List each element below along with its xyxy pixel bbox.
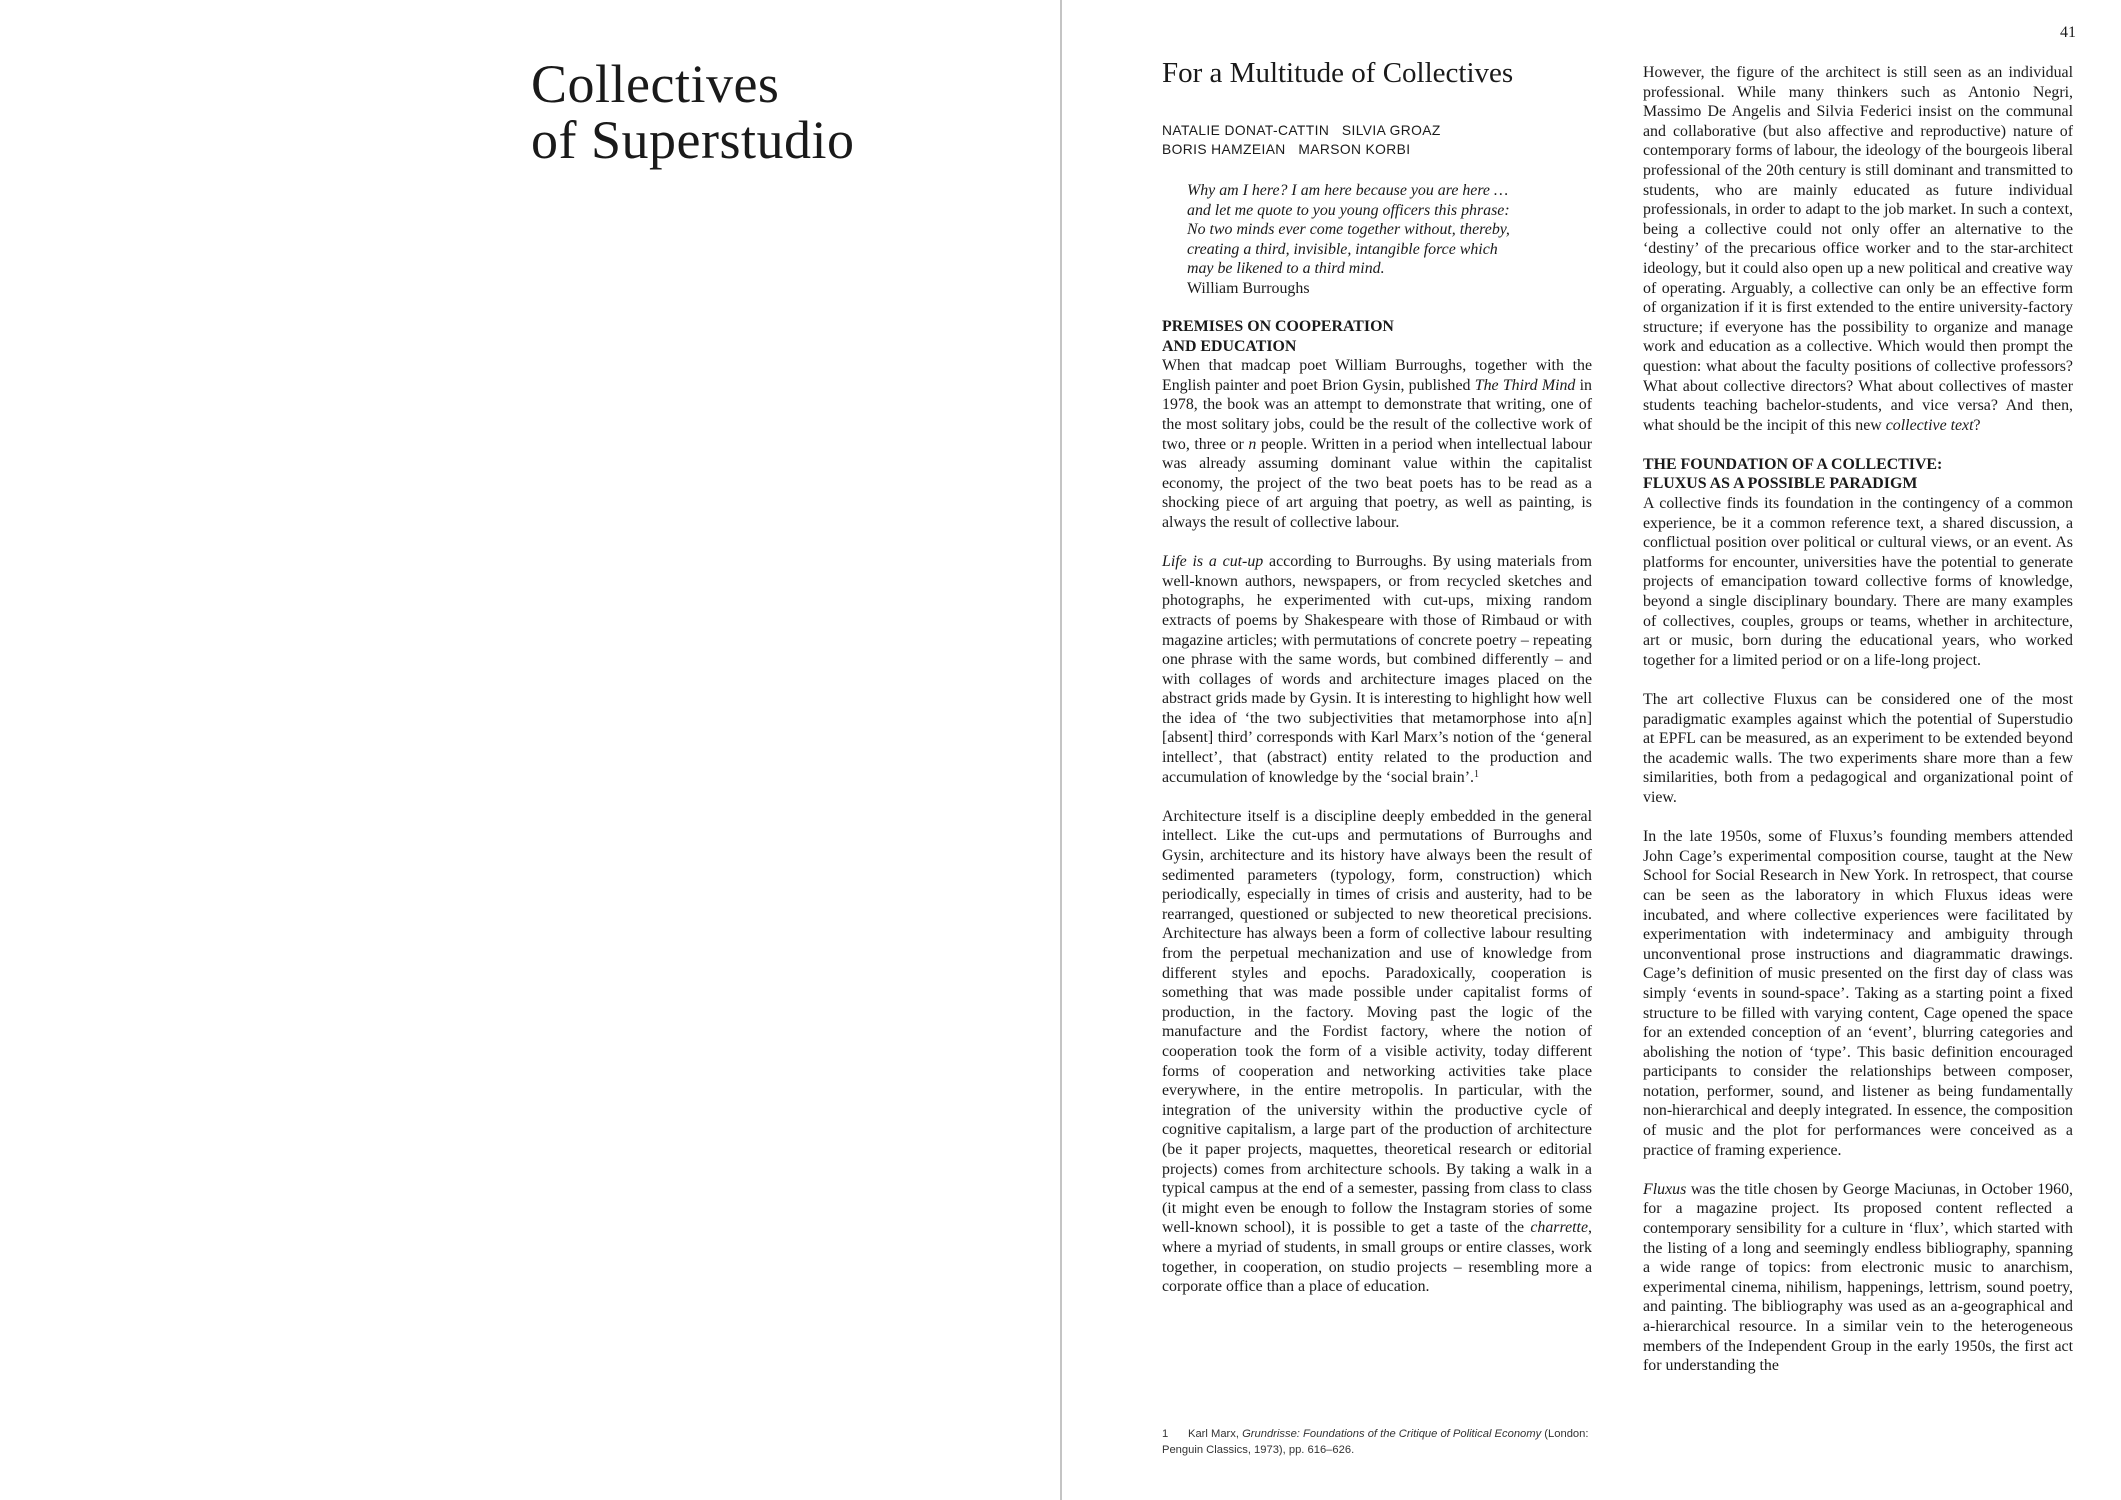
italic-n: n: [1248, 435, 1257, 453]
heading-line: FLUXUS AS A POSSIBLE PARADIGM: [1643, 475, 1918, 493]
paragraph: In the late 1950s, some of Fluxus’s founding members attended John Cage’s experimental composition course, taught at the New School for Social Research in New York. In retrospect, that course can be seen as the laboratory in which Fluxus ideas were incubated, and where collective experiences were facilitated by experimentation with indeterminacy and ambiguity through unconventional prose instructions and diagrammatic drawings. Cage’s definition of music presented on the first day of class was simply ‘events in sound-space’. Taking as a starting point a fixed structure to be filled with varying content, Cage opened the space for an extended conception of an ‘event’, blurring categories and abolishing the notion of ‘type’. This basic definition encouraged participants to consider the relationships between composer, notation, performer, sound, and listener as being fundamentally non-hierarchical and deeply integrated. In essence, the composition of music and the plot for performances were conceived as a practice of framing experience.: [1643, 828, 2073, 1159]
paragraph: [1162, 552, 1592, 787]
heading-line: PREMISES ON COOPERATION: [1162, 318, 1394, 335]
paragraph: [1643, 63, 2073, 435]
paragraph: [1162, 807, 1592, 1297]
epigraph-attribution: William Burroughs: [1187, 279, 1310, 297]
footnote-number: 1: [1162, 1428, 1169, 1440]
text-run: Architecture itself is a discipline deeply embedded in the general intellect. Like the cut-ups and permutations of Burroughs and Gysin, architecture and its history have always been the result of sedimented parameters (typology, form, construction) which periodically, especially in times of crisis and austerity, had to be rearranged, questioned or subjected to new theoretical precisions. Architecture has always been a form of collective labour resulting from the perpetual mechanization and use of knowledge from different styles and epochs. Paradoxically, cooperation is something that was made possible under capitalist forms of production, in the factory. Moving past the logic of the manufacture and the Fordist factory, where the notion of cooperation took the form of a visible activity, today different forms of cooperation and networking activities take place everywhere, in the entire metropolis. In particular, with the integration of the university within the productive cycle of cognitive capitalism, a large part of the production of architecture (be it paper projects, maquettes, theoretical research or editorial projects) comes from architecture schools. By taking a walk in a typical campus at the end of a semester, passing from class to class (it might even be enough to follow the Instagram stories of some well-known school), it is possible to get a taste of the: [1162, 807, 1592, 1237]
book-title-italic: The Third Mind: [1474, 376, 1576, 394]
heading-line: AND EDUCATION: [1162, 337, 1297, 355]
italic-phrase: collective text: [1885, 416, 1974, 434]
italic-word: Fluxus: [1643, 1180, 1687, 1198]
author-line: NATALIE DONAT-CATTIN SILVIA GROAZ: [1162, 123, 1441, 138]
paragraph: A collective finds its foundation in the contingency of a common experience, be it a common reference text, a shared discussion, a conflictual position over political or cultural views, or an event. As platforms for encounter, universities have the potential to generate projects of emancipation toward collective forms of knowledge, beyond a single disciplinary boundary. There are many examples of collectives, couples, groups or teams, whether in architecture, art or music, born during the educational years, who worked together for a limited period or on a life-long project.: [1643, 495, 2073, 669]
text-run: ?: [1973, 416, 1981, 434]
epigraph-line: may be likened to a third mind.: [1187, 260, 1385, 278]
footnote: [1162, 1427, 1592, 1458]
text-run: (London: Penguin Classics, 1973), pp. 616–626.: [1162, 1428, 1589, 1456]
epigraph-line: creating a third, invisible, intangible force which: [1187, 240, 1498, 258]
text-run: according to Burroughs. By using materials from well-known authors, newspapers, or from recycled sketches and photographs, he experimented with cut-ups, mixing random extracts of poems by Shakespeare with those of Rimbaud or with magazine articles; with permutations of concrete poetry – repeating one phrase with the same words, but combined differently – and with collages of words and architecture images placed on the abstract grids made by Gysin. It is interesting to highlight how well the idea of ‘the two subjectivities that metamorphose into a[n] [absent] third’ corresponds with Karl Marx’s notion of the ‘general intellect’, that (abstract) entity related to the production and accumulation of knowledge by the ‘social brain’.: [1162, 553, 1592, 786]
epigraph: [1187, 181, 1587, 299]
left-title-line: of Superstudio: [531, 110, 855, 170]
text-run: was the title chosen by George Maciunas, in October 1960, for a magazine project. Its proposed content reflected a contemporary sensibility for a culture in ‘flux’, which started with the listing of a long and seemingly endless bibliography, spanning a wide range of topics: from electronic music to anarchism, experimental cinema, nihilism, happenings, lettrism, sound poetry, and painting. The bibliography was used as an a-geographical and a-hierarchical resource. In a similar vein to the heterogeneous members of the Independent Group in the early 1950s, the first act for understanding the: [1643, 1180, 2073, 1375]
text-run: in 1978, the book was an attempt to demonstrate that writing, one of the most solitary jobs, could be the result of the collective work of two, three or: [1162, 376, 1592, 453]
paragraph: [1162, 356, 1592, 532]
text-run: When that madcap poet William Burroughs, together with the English painter and poet Brion Gysin, published: [1162, 357, 1592, 394]
page-number: 41: [2060, 24, 2076, 41]
text-run: However, the figure of the architect is still seen as an individual professional. While many thinkers such as Antonio Negri, Massimo De Angelis and Silvia Federici insist on the communal and collaborative (but also affective and reproductive) nature of contemporary forms of labour, the ideology of the bourgeois liberal professional of the 20th century is still dominant and transmitted to students, who are mainly educated as future individual professionals, in order to adapt to the job market. In such a context, being a collective could not only offer an alternative to the ‘destiny’ of the precarious office worker and to the star-architect ideology, but it could also open up a new political and creative way of operating. Arguably, a collective can only be an effective form of organization if it is first extended to the entire university-factory structure; if everyone has the possibility to organize and manage work and education as a collective. Which would then prompt the question: what about the faculty positions of collective professors? What about collective directors? What about collectives of master students teaching bachelor-students, and vice versa? And then, what should be the incipit of this new: [1643, 64, 2073, 434]
heading-line: THE FOUNDATION OF A COLLECTIVE:: [1643, 455, 1943, 473]
footnote-marker[interactable]: 1: [1473, 768, 1479, 780]
text-run: people. Written in a period when intellectual labour was already assuming dominant value within the capitalist economy, the project of the two beat poets has to be read as a shocking piece of art arguing that poetry, as well as painting, is always the result of collective labour.: [1162, 435, 1592, 531]
paragraph: The art collective Fluxus can be considered one of the most paradigmatic examples against which the potential of Superstudio at EPFL can be measured, as an experiment to be extended beyond the academic walls. The two experiments share more than a few similarities, both from a pedagogical and organizational point of view.: [1643, 691, 2073, 806]
text-run: Karl Marx,: [1188, 1428, 1243, 1440]
left-page-title: [531, 56, 855, 168]
italic-book-title: Grundrisse: Foundations of the Critique of Political Economy: [1242, 1428, 1542, 1440]
page-gutter: [1060, 0, 1062, 1500]
paragraph: [1643, 1180, 2073, 1376]
text-run: , where a myriad of students, in small groups or entire classes, work together, in cooperation, on studio projects – resembling more a corporate office than a place of education.: [1162, 1219, 1592, 1296]
text-column-right: [1643, 63, 2073, 1395]
author-line: BORIS HAMZEIAN MARSON KORBI: [1162, 141, 1411, 157]
epigraph-line: No two minds ever come together without, thereby,: [1187, 221, 1510, 239]
section-heading: [1643, 455, 2073, 494]
left-title-line: Collectives: [531, 54, 780, 114]
epigraph-line: Why am I here? I am here because you are here …: [1187, 182, 1509, 199]
section-heading: [1162, 317, 1592, 356]
italic-phrase: Life is a cut-up: [1162, 553, 1264, 571]
text-column-left: [1162, 317, 1592, 1316]
article-title: For a Multitude of Collectives: [1162, 57, 1514, 89]
author-list: [1162, 122, 1602, 159]
epigraph-line: and let me quote to you young officers this phrase:: [1187, 201, 1510, 219]
italic-word: charrette: [1530, 1219, 1589, 1237]
